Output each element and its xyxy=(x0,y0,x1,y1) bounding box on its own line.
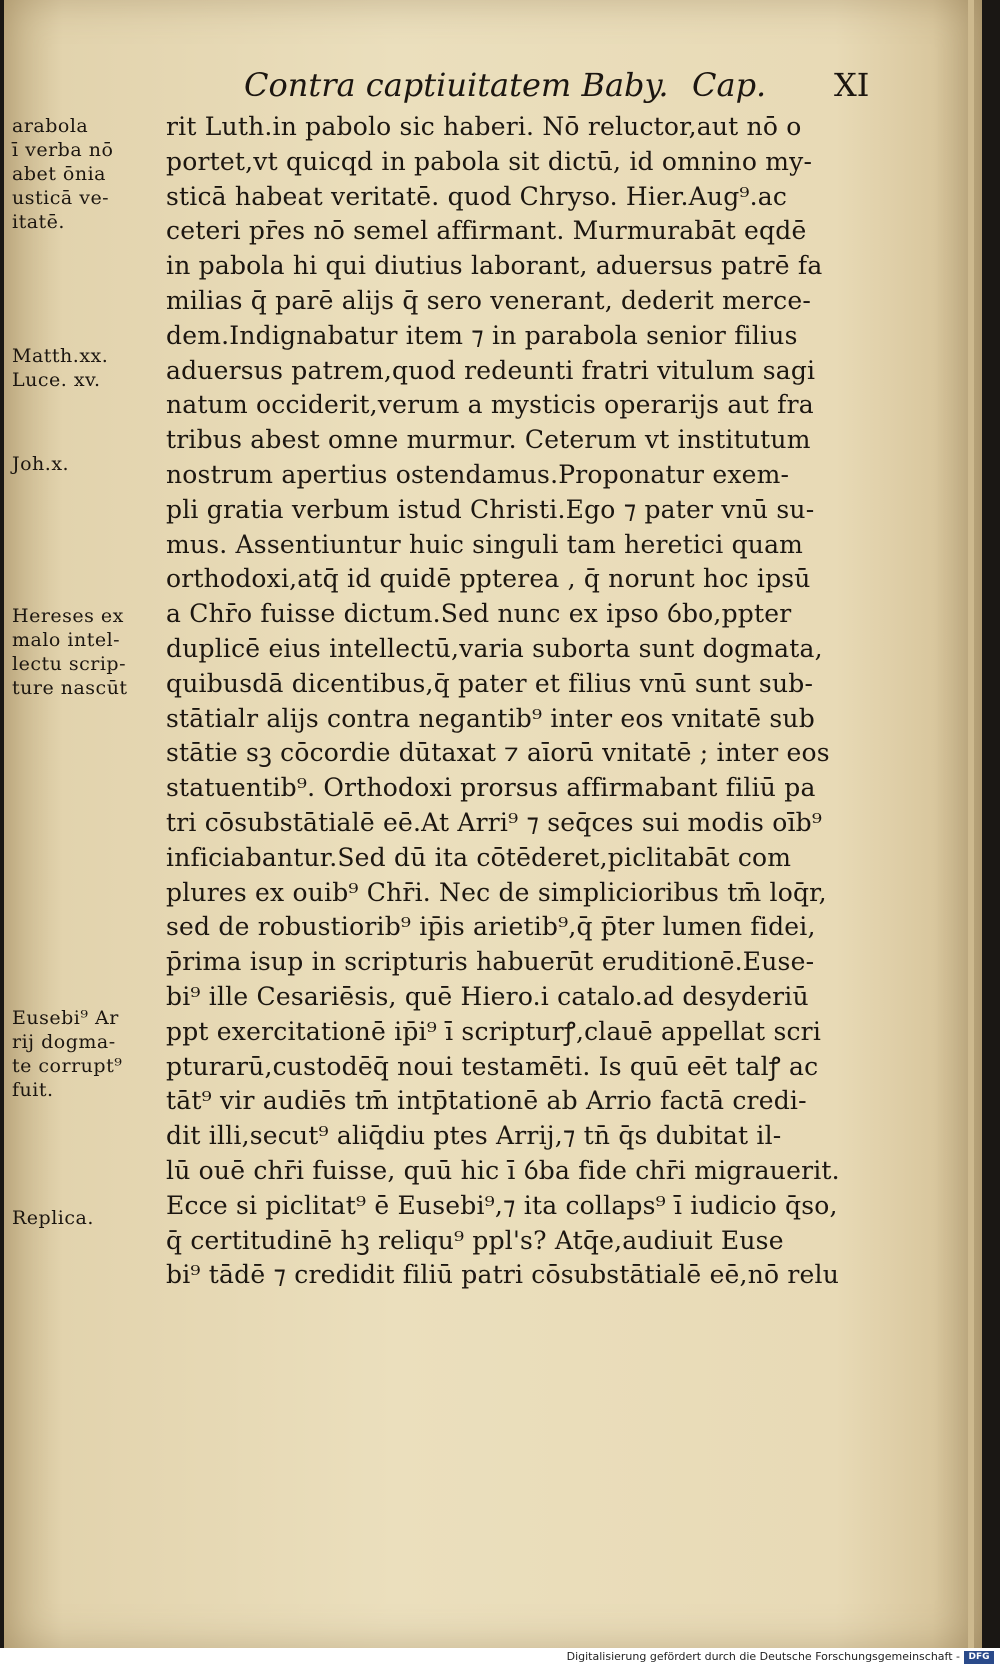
text-line: plures ex ouib⁹ Chr̄i. Nec de simplicioribus tm̄ loq̄r, xyxy=(166,877,827,907)
text-line: inficiabantur.Sed dū ita cōtēderet,piclitabāt com xyxy=(166,842,792,872)
text-line: tribus abest omne murmur. Ceterum vt institutum xyxy=(166,425,811,455)
marginal-notes xyxy=(4,0,174,1648)
text-line: rit Luth.in pabolo sic haberi. Nō reluctor,aut nō o xyxy=(166,112,802,141)
marginal-note: Eusebi⁹ Ar rij dogma- te corrupt⁹ fuit. xyxy=(12,1007,123,1101)
text-line: ceteri pr̄es nō semel affirmant. Murmurabāt eqdē xyxy=(166,216,807,246)
text-line: Ecce si piclitat⁹ ē Eusebi⁹,⁊ ita collaps⁹ ī iudicio q̄so, xyxy=(166,1190,838,1220)
digitization-credit: Digitalisierung gefördert durch die Deutsche Forschungsgemeinschaft - xyxy=(566,1650,960,1663)
text-line: aduersus patrem,quod redeunti fratri vitulum sagi xyxy=(166,355,816,385)
text-line: tri cōsubstātialē eē.At Arri⁹ ⁊ seq̄ces sui modis oīb⁹ xyxy=(166,807,823,837)
text-line: ppt exercitationē ip̄i⁹ ī scripturꝭ,clauē appellat scri xyxy=(166,1016,822,1046)
text-line: bi⁹ ille Cesariēsis, quē Hiero.i catalo.ad desyderiū xyxy=(166,981,809,1011)
marginal-note: Matth.xx. Luce. xv. xyxy=(12,345,109,391)
text-line: portet,vt quicqd in pabola sit dictū, id omnino my- xyxy=(166,146,813,176)
text-line: dit illi,secut⁹ aliq̄diu ptes Arrij,⁊ tn̄ q̄s dubitat il- xyxy=(166,1121,782,1151)
text-line: quibusdā dicentibus,q̄ pater et filius vnū sunt sub- xyxy=(166,668,814,698)
marginal-note: Replica. xyxy=(12,1207,94,1229)
marginal-note: Hereses ex malo intel- lectu scrip- ture nascūt xyxy=(12,605,128,699)
text-line: a Chr̄o fuisse dictum.Sed nunc ex ipso ỽbo,ppter xyxy=(166,599,792,629)
text-line: sticā habeat veritatē. quod Chryso. Hier.Aug⁹.ac xyxy=(166,181,788,211)
running-head xyxy=(244,62,884,106)
text-line: statuentib⁹. Orthodoxi prorsus affirmabant filiū pa xyxy=(166,773,816,803)
chapter-label: Cap. xyxy=(692,66,767,104)
running-title: Contra captiuitatem Baby. xyxy=(244,66,669,104)
text-line: duplicē eius intellectū,varia suborta sunt dogmata, xyxy=(166,633,823,663)
dfg-logo: DFG xyxy=(964,1651,994,1664)
text-line: p̄rima isup in scripturis habuerūt eruditionē.Euse- xyxy=(166,947,815,977)
text-line: dem.Indignabatur item ⁊ in parabola senior filius xyxy=(166,320,798,350)
text-line: bi⁹ tādē ⁊ credidit filiū patri cōsubstātialē eē,nō relu xyxy=(166,1260,840,1290)
text-line: milias q̄ parē alijs q̄ sero venerant, dederit merce- xyxy=(166,285,812,315)
marginal-note: arabola ī verba nō abet ōnia usticā ve- itatē. xyxy=(12,115,114,233)
text-line: stātialr alijs contra negantib⁹ inter eos vnitatē sub xyxy=(166,703,815,733)
text-line: orthodoxi,atq̄ id quidē ppterea , q̄ norunt hoc ipsū xyxy=(166,564,811,594)
footer-bar xyxy=(0,1648,1000,1668)
text-line: stātie sꝫ cōcordie dūtaxat ⁊ aīorū vnitatē ; inter eos xyxy=(166,738,830,768)
main-text-block xyxy=(166,110,956,1293)
text-line: nostrum apertius ostendamus.Proponatur exem- xyxy=(166,459,790,489)
chapter-number: XI xyxy=(834,66,870,104)
book-page xyxy=(4,0,982,1648)
text-line: mus. Assentiuntur huic singuli tam heretici quam xyxy=(166,529,804,559)
text-line: natum occiderit,verum a mysticis operarijs aut fra xyxy=(166,390,814,420)
page-edge xyxy=(968,0,974,1648)
text-line: q̄ certitudinē hꝫ reliqu⁹ ppl's? Atq̄e,audiuit Euse xyxy=(166,1225,784,1255)
text-line: lū ouē chr̄i fuisse, quū hic ī ỽba fide chr̄i migrauerit. xyxy=(166,1155,840,1185)
marginal-note: Joh.x. xyxy=(12,453,70,475)
text-line: tāt⁹ vir audiēs tm̄ intp̄tationē ab Arrio factā credi- xyxy=(166,1086,807,1116)
text-line: in pabola hi qui diutius laborant, aduersus patrē fa xyxy=(166,251,823,281)
text-line: pli gratia verbum istud Christi.Ego ⁊ pater vnū su- xyxy=(166,494,815,524)
text-line: sed de robustiorib⁹ ip̄is arietib⁹,q̄ p̄ter lumen fidei, xyxy=(166,912,816,942)
text-line: pturarū,custodēq̄ noui testamēti. Is quū eēt talꝭ ac xyxy=(166,1051,819,1081)
